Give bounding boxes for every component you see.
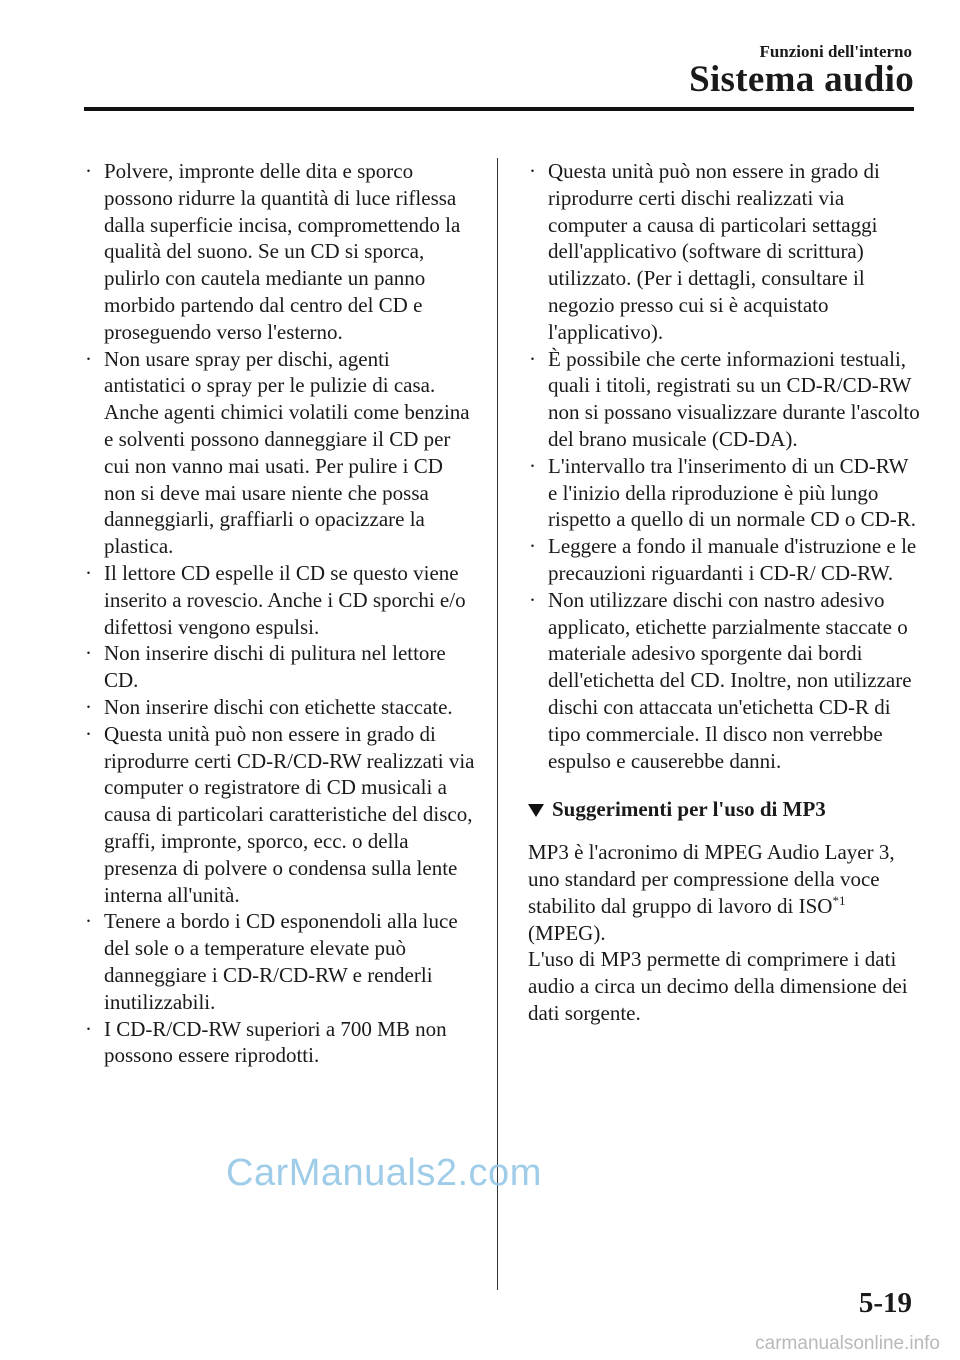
list-item-text: Questa unità può non essere in grado di riprodurre certi dischi realizzati via computer a causa di particolari settaggi dell'applicativo (software di scrittura) utilizzato. (Per i dettagli, consultare il negozio presso cui si è acquistato l'applicativo). [548, 159, 880, 344]
list-item-text: Leggere a fondo il manuale d'istruzione e le precauzioni riguardanti i CD-R/ CD-RW. [548, 534, 917, 585]
list-item [528, 158, 920, 346]
header-rule [84, 107, 914, 111]
list-item-text: Non inserire dischi di pulitura nel lettore CD. [104, 641, 446, 693]
list-item [84, 908, 476, 1015]
list-item [528, 346, 920, 453]
list-item-text: Non utilizzare dischi con nastro adesivo applicato, etichette parzialmente staccate o materiale adesivo sporgente dai bordi dell'etichetta del CD. Inoltre, non utilizzare dischi con attaccata un'etichetta CD-R di tipo commerciale. Il disco non verrebbe espulso e causerebbe danni. [548, 587, 912, 773]
list-item-text: Questa unità può non essere in grado di riprodurre certi CD-R/CD-RW realizzati via computer o registratore di CD musicali a causa di particolari caratteristiche del disco, graffi, impronte, sporco, ecc. o della presenza di polvere o condensa sulla lente interna all'unità. [104, 721, 475, 907]
mp3-description [528, 839, 920, 1027]
bullet-icon: · [85, 159, 92, 183]
bullet-icon: · [85, 346, 92, 371]
page-number: 5-19 [858, 1287, 912, 1319]
list-item [84, 721, 476, 909]
bullet-icon: · [529, 453, 536, 478]
bullet-icon: · [85, 694, 92, 719]
footer-watermark: carmanualsonline.info [755, 1333, 940, 1354]
list-item [84, 694, 476, 721]
list-item [84, 346, 476, 560]
watermark-logo: CarManuals2.com [226, 1152, 542, 1194]
mp3-section-heading [528, 796, 920, 823]
list-item-text: Il lettore CD espelle il CD se questo viene inserito a rovescio. Anche i CD sporchi e/o difettosi vengono espulsi. [104, 560, 466, 639]
paragraph-text: (MPEG). [528, 920, 606, 945]
list-item-text: È possibile che certe informazioni testuali, quali i titoli, registrati su un CD-R/CD-RW non si possano visualizzare durante l'ascolto del brano musicale (CD-DA). [548, 346, 920, 451]
column-divider [497, 158, 498, 1290]
paragraph-text: MP3 è l'acronimo di MPEG Audio Layer 3, uno standard per compressione della voce stabilito dal gruppo di lavoro di ISO [528, 840, 895, 918]
section-heading-text: Suggerimenti per l'uso di MP3 [552, 797, 826, 822]
list-item [84, 560, 476, 640]
list-item [84, 1016, 476, 1070]
bullet-icon: · [85, 560, 92, 585]
list-item [528, 453, 920, 533]
list-item-text: I CD-R/CD-RW superiori a 700 MB non possono essere riprodotti. [104, 1016, 447, 1068]
section-title: Sistema audio [689, 59, 914, 100]
list-item-text: Polvere, impronte delle dita e sporco possono ridurre la quantità di luce riflessa dalla superficie incisa, compromettendo la qualità del suono. Se un CD si sporca, pulirlo con cautela mediante un panno morbido partendo dal centro del CD e proseguendo verso l'esterno. [104, 159, 461, 344]
list-item [528, 533, 920, 587]
right-column [528, 158, 920, 1027]
paragraph [528, 839, 920, 946]
bullet-icon: · [85, 1016, 92, 1041]
bullet-icon: · [85, 909, 92, 934]
paragraph: L'uso di MP3 permette di comprimere i dati audio a circa un decimo della dimensione dei dati sorgente. [528, 947, 908, 1025]
list-item-text: L'intervallo tra l'inserimento di un CD-RW e l'inizio della riproduzione è più lungo rispetto a quello di un normale CD o CD-R. [548, 453, 917, 532]
bullet-icon: · [85, 721, 92, 746]
triangle-down-icon [528, 804, 544, 817]
bullet-icon: · [529, 587, 536, 612]
bullet-icon: · [529, 346, 536, 371]
list-item-text: Non usare spray per dischi, agenti antistatici o spray per le pulizie di casa. Anche agenti chimici volatili come benzina e solventi possono danneggiare il CD per cui non vanno mai usati. Per pulire i CD non si deve mai usare niente che possa danneggiarli, graffiarli o opacizzare la plastica. [104, 346, 470, 559]
right-bullet-list [528, 158, 920, 774]
bullet-icon: · [529, 159, 536, 183]
bullet-icon: · [529, 534, 536, 559]
chapter-title: Funzioni dell'interno [759, 42, 912, 61]
list-item [84, 158, 476, 346]
footnote-marker: *1 [832, 892, 846, 908]
bullet-icon: · [85, 641, 92, 666]
left-column [84, 158, 476, 1069]
list-item [84, 640, 476, 694]
left-bullet-list [84, 158, 476, 1069]
list-item [528, 587, 920, 775]
list-item-text: Non inserire dischi con etichette staccate. [104, 694, 453, 719]
list-item-text: Tenere a bordo i CD esponendoli alla luce del sole o a temperature elevate può danneggiare i CD-R/CD-RW e renderli inutilizzabili. [104, 909, 458, 1014]
